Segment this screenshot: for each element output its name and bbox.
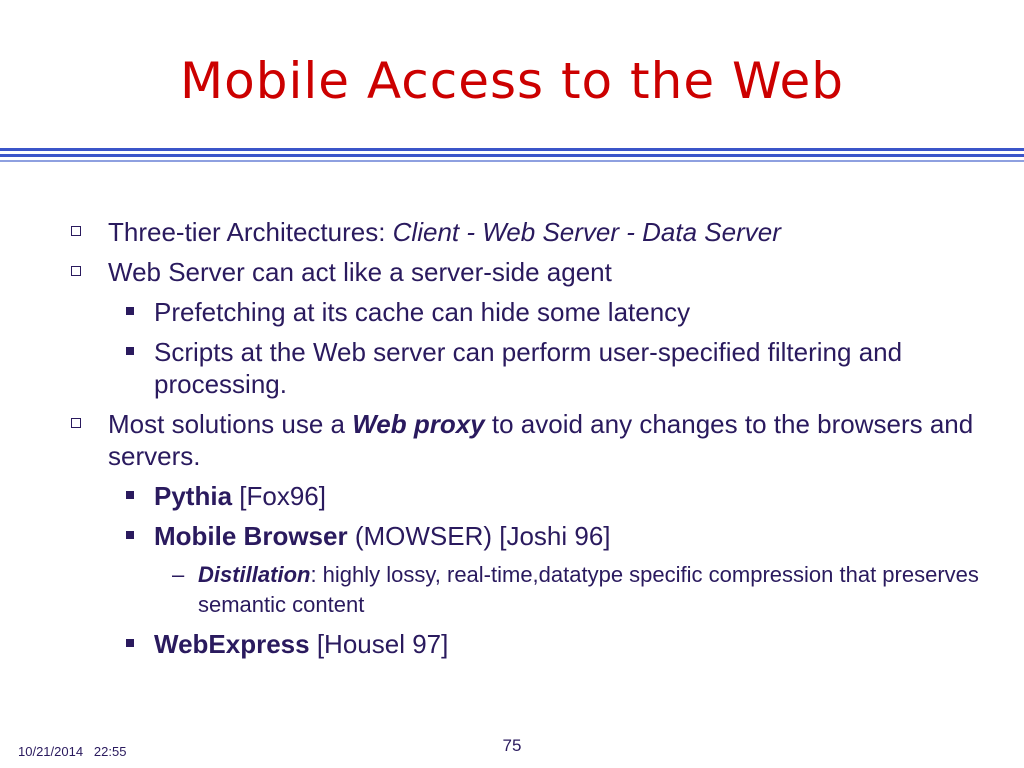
dash-bullet-icon: – (172, 562, 185, 587)
sub-sub-bullet-emphasis-text: Distillation (198, 562, 311, 587)
bullet-item (68, 256, 988, 288)
bullet-item (68, 408, 988, 472)
sub-bullet-text: Scripts at the Web server can perform user-specified filtering and processing. (154, 337, 903, 399)
sub-sub-bullet-item (68, 560, 988, 620)
divider-line (0, 148, 1024, 151)
sub-bullet-text: [Housel 97] (309, 629, 449, 659)
bullet-text: Three-tier Architectures: (108, 217, 393, 247)
filled-square-bullet-icon (126, 531, 134, 539)
divider-line (0, 154, 1024, 157)
title-divider (0, 148, 1024, 165)
divider-line (0, 160, 1024, 162)
filled-square-bullet-icon (126, 639, 134, 647)
sub-bullet-bold-text: WebExpress (154, 629, 310, 659)
filled-square-bullet-icon (126, 347, 134, 355)
sub-bullet-item (68, 336, 988, 400)
page-number: 75 (502, 736, 522, 755)
bullet-item (68, 216, 988, 248)
sub-sub-bullet-text: : highly lossy, real-time,datatype specific compression that preserves semantic content (198, 562, 979, 617)
filled-square-bullet-icon (126, 307, 134, 315)
sub-bullet-text: [Fox96] (232, 481, 326, 511)
sub-bullet-text: Prefetching at its cache can hide some latency (154, 297, 691, 327)
sub-bullet-item (68, 520, 988, 552)
sub-bullet-bold-text: Pythia (154, 481, 233, 511)
bullet-list (68, 216, 988, 668)
sub-bullet-item (68, 628, 988, 660)
slide-title: Mobile Access to the Web (179, 52, 844, 110)
bullet-text: to avoid any changes to the browsers and servers. (108, 409, 974, 471)
hollow-square-bullet-icon (71, 418, 81, 428)
sub-bullet-item (68, 296, 988, 328)
filled-square-bullet-icon (126, 491, 134, 499)
bullet-italic-text: Client - Web Server - Data Server (392, 217, 781, 247)
bullet-text: Most solutions use a (108, 409, 353, 439)
hollow-square-bullet-icon (71, 266, 81, 276)
sub-bullet-text: (MOWSER) [Joshi 96] (347, 521, 611, 551)
sub-bullet-bold-text: Mobile Browser (154, 521, 348, 551)
hollow-square-bullet-icon (71, 226, 81, 236)
bullet-text: Web Server can act like a server-side agent (108, 257, 612, 287)
bullet-emphasis-text: Web proxy (352, 409, 485, 439)
sub-bullet-item (68, 480, 988, 512)
footer-date: 10/21/2014 22:55 (18, 744, 127, 759)
